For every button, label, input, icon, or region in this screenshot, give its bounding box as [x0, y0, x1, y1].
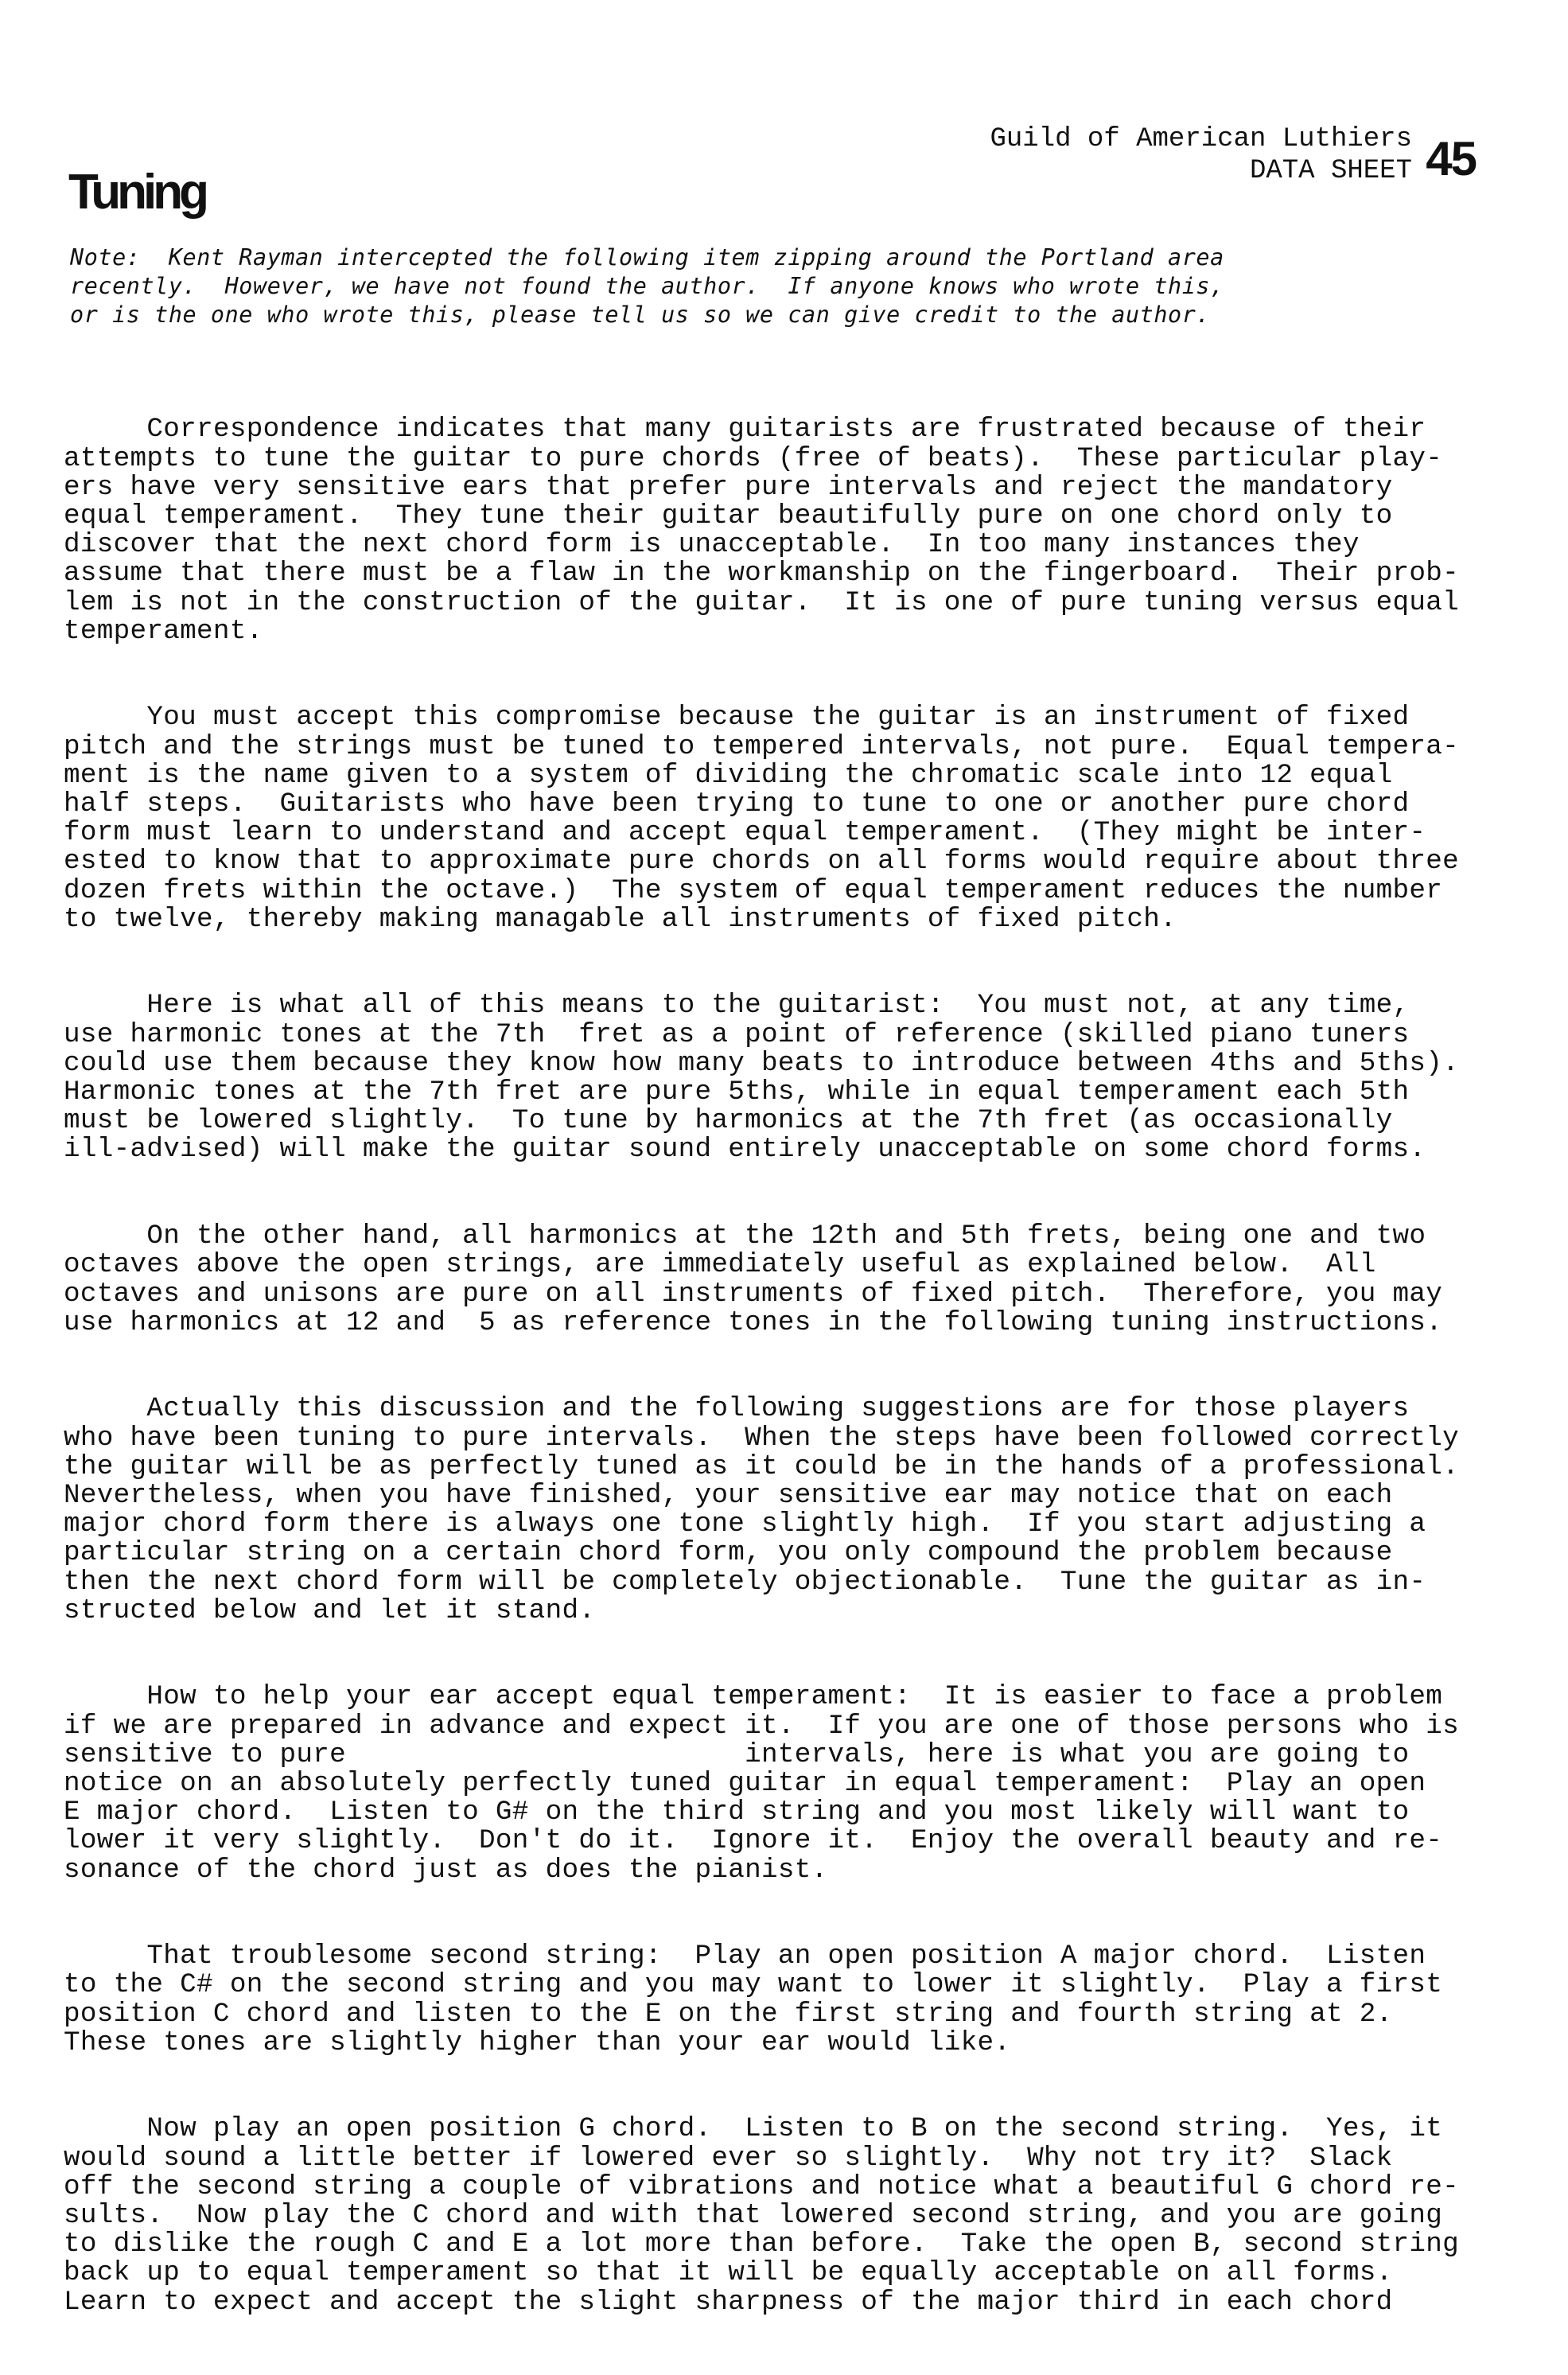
paragraph: On the other hand, all harmonics at the 12th and 5th frets, being one and two octaves above the open strings, are immediately useful as explained below. All octaves and unisons are pure on all instruments of fixed pitch. Therefore, you may use harmonics at 12 and 5 as reference tones in the following tuning instructions. — [64, 1221, 1443, 1338]
editor-note: Note: Kent Rayman intercepted the following item zipping around the Portland area recently. However, we have not found the author. If anyone knows who wrote this, or is the one who wrote this, please tell us so we can give credit to the author. — [70, 244, 1224, 328]
paragraph: Actually this discussion and the following suggestions are for those players who have been tuning to pure intervals. When the steps have been followed correctly the guitar will be as perfectly tuned as it could be in the hands of a professional. Nevertheless, when you have finished, your sensitive ear may notice that on each major chord form there is always one tone slightly high. If you start adjusting a particular string on a certain chord form, you only compound the problem because then the next chord form will be completely objectionable. Tune the guitar as in- structed below and let it stand. — [64, 1393, 1460, 1626]
org-name: Guild of American Luthiers — [990, 124, 1412, 154]
paragraph: How to help your ear accept equal temperament: It is easier to face a problem if we are prepared in advance and expect it. If you are one of those persons who is sensitive to pure intervals, here is what you are going to notice on an absolutely perfectly tuned guitar in equal temperament: Play an open E major chord. Listen to G# on the third string and you most likely will want to lower it very slightly. Don't do it. Ignore it. Enjoy the overall beauty and re- sonance of the chord just as does the pianist. — [64, 1681, 1460, 1886]
paragraph: Here is what all of this means to the guitarist: You must not, at any time, use harmonic tones at the 7th fret as a point of reference (skilled piano tuners could use them because they know how many beats to introduce between 4ths and 5ths). Harmonic tones at the 7th fret are pure 5ths, while in equal temperament each 5th must be lowered slightly. To tune by harmonics at the 7th fret (as occasionally ill-advised) will make the guitar sound entirely unacceptable on some chord forms. — [64, 990, 1460, 1166]
sheet-header — [967, 123, 1476, 203]
paragraph: You must accept this compromise because the guitar is an instrument of fixed pitch and the strings must be tuned to tempered intervals, not pure. Equal tempera- ment is the name given to a system of dividing the chromatic scale into 12 equal half steps. Guitarists who have been trying to tune to one or another pure chord form must learn to understand and accept equal temperament. (They might be inter- ested to know that to approximate pure chords on all forms would require about three dozen frets within the octave.) The system of equal temperament reduces the number to twelve, thereby making managable all instruments of fixed pitch. — [64, 702, 1460, 935]
sheet-label: DATA SHEET — [1249, 156, 1412, 186]
paragraph: Now play an open position G chord. Listen to B on the second string. Yes, it would sound a little better if lowered ever so slightly. Why not try it? Slack off the second string a couple of vibrations and notice what a beautiful G chord re- sults. Now play the C chord and with that lowered second string, and you are going to dislike the rough C and E a lot more than before. Take the open B, second string back up to equal temperament so that it will be equally acceptable on all forms. Learn to expect and accept the slight sharpness of the major third in each chord — [64, 2113, 1460, 2318]
sheet-number: 45 — [1426, 132, 1476, 185]
page-title: Tuning — [68, 165, 205, 220]
article-body — [64, 358, 1519, 2374]
paragraph: That troublesome second string: Play an open position A major chord. Listen to the C# on the second string and you may want to lower it slightly. Play a first position C chord and listen to the E on the first string and fourth string at 2. These tones are slightly higher than your ear would like. — [64, 1941, 1443, 2058]
paragraph: Correspondence indicates that many guitarists are frustrated because of their attempts to tune the guitar to pure chords (free of beats). These particular play- ers have very sensitive ears that prefer pure intervals and reject the mandatory equal temperament. They tune their guitar beautifully pure on one chord only to discover that the next chord form is unacceptable. In too many instances they assume that there must be a flaw in the workmanship on the fingerboard. Their prob- lem is not in the construction of the guitar. It is one of pure tuning versus equal temperament. — [64, 414, 1460, 647]
